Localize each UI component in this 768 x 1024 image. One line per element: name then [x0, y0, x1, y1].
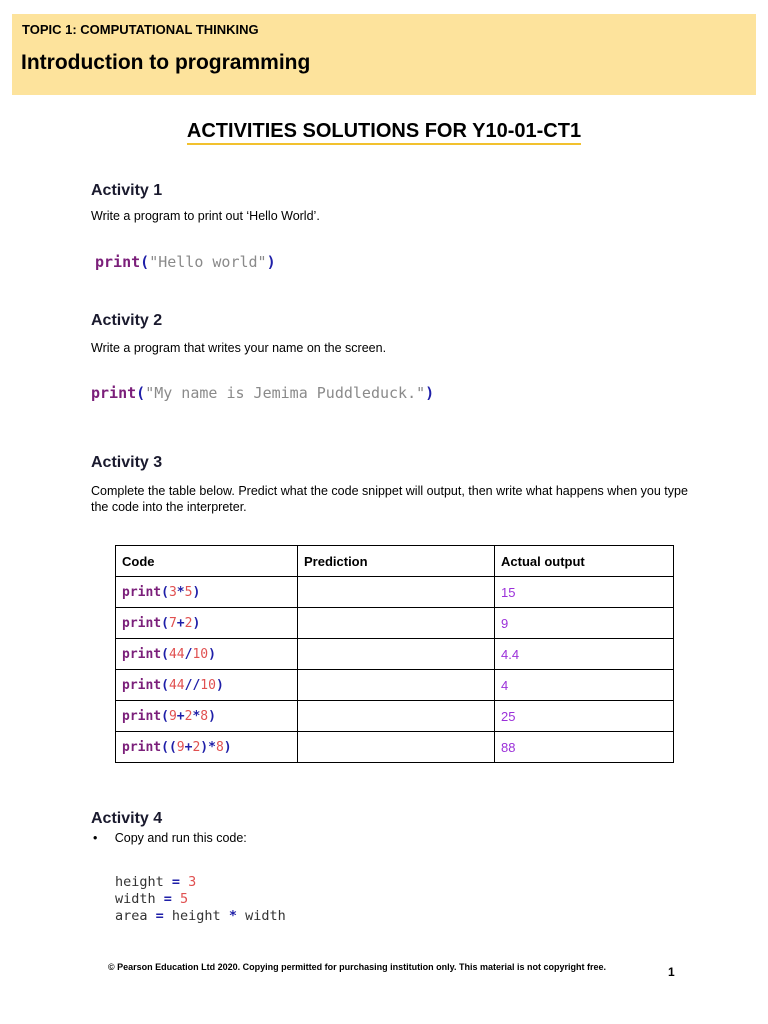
- activity-3-heading: Activity 3: [91, 454, 163, 471]
- prediction-cell[interactable]: [298, 577, 495, 608]
- code-token: +: [184, 739, 193, 755]
- header-banner: [12, 14, 756, 95]
- code-token: (: [161, 677, 169, 693]
- code-paren: ): [425, 384, 435, 402]
- code-paren: (: [136, 384, 146, 402]
- code-token: print: [122, 615, 162, 631]
- activity-1-instructions: Write a program to print out ‘Hello World’.: [91, 209, 320, 223]
- code-token: ): [192, 584, 201, 600]
- document-title: [0, 120, 768, 143]
- code-line: [115, 908, 286, 925]
- prediction-cell[interactable]: [298, 608, 495, 639]
- code-token: 44: [168, 646, 185, 662]
- actual-output-cell: 9: [495, 608, 674, 639]
- table-row: [116, 577, 674, 608]
- code-cell: [116, 732, 298, 763]
- code-token: ((: [161, 739, 177, 755]
- code-token: 2: [184, 708, 193, 724]
- page-number: 1: [668, 965, 675, 979]
- code-token: width: [236, 908, 286, 924]
- code-token: *: [192, 708, 201, 724]
- code-line: [115, 874, 286, 891]
- code-token: 8: [215, 739, 224, 755]
- code-token: ): [192, 615, 201, 631]
- actual-output-cell: 4: [495, 670, 674, 701]
- code-cell: [116, 577, 298, 608]
- code-token: (: [161, 584, 169, 600]
- activity-4-code: [115, 874, 286, 925]
- table-row: [116, 670, 674, 701]
- code-token: print: [122, 646, 162, 662]
- code-paren: ): [266, 253, 276, 271]
- code-token: ): [223, 739, 232, 755]
- code-token: *: [228, 908, 237, 924]
- prediction-cell[interactable]: [298, 639, 495, 670]
- code-keyword: print: [91, 384, 137, 402]
- code-token: area: [115, 908, 156, 924]
- column-header-prediction: Prediction: [298, 546, 495, 577]
- code-token: print: [122, 677, 162, 693]
- page-title: Introduction to programming: [21, 51, 311, 74]
- code-token: ): [200, 739, 209, 755]
- code-token: ): [208, 708, 216, 724]
- code-token: 2: [184, 615, 193, 631]
- code-token: 10: [192, 646, 209, 662]
- code-token: 7: [168, 615, 177, 631]
- column-header-actual-output: Actual output: [495, 546, 674, 577]
- code-token: 3: [180, 874, 197, 890]
- activity-1-code: [95, 253, 276, 271]
- actual-output-cell: 88: [495, 732, 674, 763]
- actual-output-cell: 25: [495, 701, 674, 732]
- code-paren: (: [140, 253, 150, 271]
- actual-output-cell: 15: [495, 577, 674, 608]
- code-token: 9: [176, 739, 185, 755]
- activity-4-bullet: • Copy and run this code:: [93, 831, 247, 845]
- code-token: /: [184, 646, 193, 662]
- code-token: //: [184, 677, 201, 693]
- table-row: [116, 701, 674, 732]
- activity-1-heading: Activity 1: [91, 182, 163, 199]
- column-header-code: Code: [116, 546, 298, 577]
- code-token: *: [208, 739, 216, 755]
- code-token: print: [122, 584, 162, 600]
- table-row: [116, 732, 674, 763]
- code-token: *: [176, 584, 185, 600]
- code-token: width: [115, 891, 164, 907]
- table-row: [116, 639, 674, 670]
- topic-label: TOPIC 1: COMPUTATIONAL THINKING: [22, 22, 259, 37]
- code-token: 9: [168, 708, 177, 724]
- code-token: 8: [200, 708, 209, 724]
- actual-output-cell: 4.4: [495, 639, 674, 670]
- code-line: [115, 891, 286, 908]
- code-token: (: [161, 615, 169, 631]
- code-token: ): [215, 677, 224, 693]
- activity-3-table: [115, 545, 674, 763]
- code-token: 3: [168, 584, 177, 600]
- code-string: "Hello world": [149, 253, 267, 271]
- activity-2-heading: Activity 2: [91, 312, 163, 329]
- code-token: +: [176, 615, 185, 631]
- code-token: ): [208, 646, 216, 662]
- activity-4-heading: Activity 4: [91, 810, 163, 827]
- code-token: height: [115, 874, 172, 890]
- code-token: 5: [171, 891, 189, 907]
- code-token: 10: [200, 677, 216, 693]
- code-token: 5: [184, 584, 193, 600]
- code-token: =: [171, 874, 181, 890]
- code-string: "My name is Jemima Puddleduck.": [145, 384, 426, 402]
- code-token: height: [163, 908, 229, 924]
- prediction-cell[interactable]: [298, 701, 495, 732]
- code-token: (: [161, 646, 169, 662]
- table-row: [116, 608, 674, 639]
- table-header-row: [116, 546, 674, 577]
- code-cell: [116, 701, 298, 732]
- document-title-text: ACTIVITIES SOLUTIONS FOR Y10-01-CT1: [187, 120, 581, 145]
- activity-4-bullet-text: Copy and run this code:: [114, 831, 247, 845]
- code-keyword: print: [95, 253, 141, 271]
- code-cell: [116, 670, 298, 701]
- code-token: 44: [168, 677, 185, 693]
- code-token: print: [122, 739, 162, 755]
- activity-2-instructions: Write a program that writes your name on the screen.: [91, 341, 387, 355]
- copyright-notice: © Pearson Education Ltd 2020. Copying permitted for purchasing institution only. This material is not copyright free.: [108, 962, 607, 972]
- code-token: 2: [192, 739, 201, 755]
- prediction-cell[interactable]: [298, 670, 495, 701]
- activity-3-instructions: Complete the table below. Predict what the code snippet will output, then write what happens when you type the code into the interpreter.: [91, 484, 688, 514]
- code-token: =: [155, 908, 164, 924]
- activity-2-code: [91, 384, 434, 402]
- code-token: print: [122, 708, 162, 724]
- code-cell: [116, 639, 298, 670]
- code-token: =: [163, 891, 172, 907]
- prediction-cell[interactable]: [298, 732, 495, 763]
- code-token: (: [161, 708, 169, 724]
- code-token: +: [176, 708, 185, 724]
- code-cell: [116, 608, 298, 639]
